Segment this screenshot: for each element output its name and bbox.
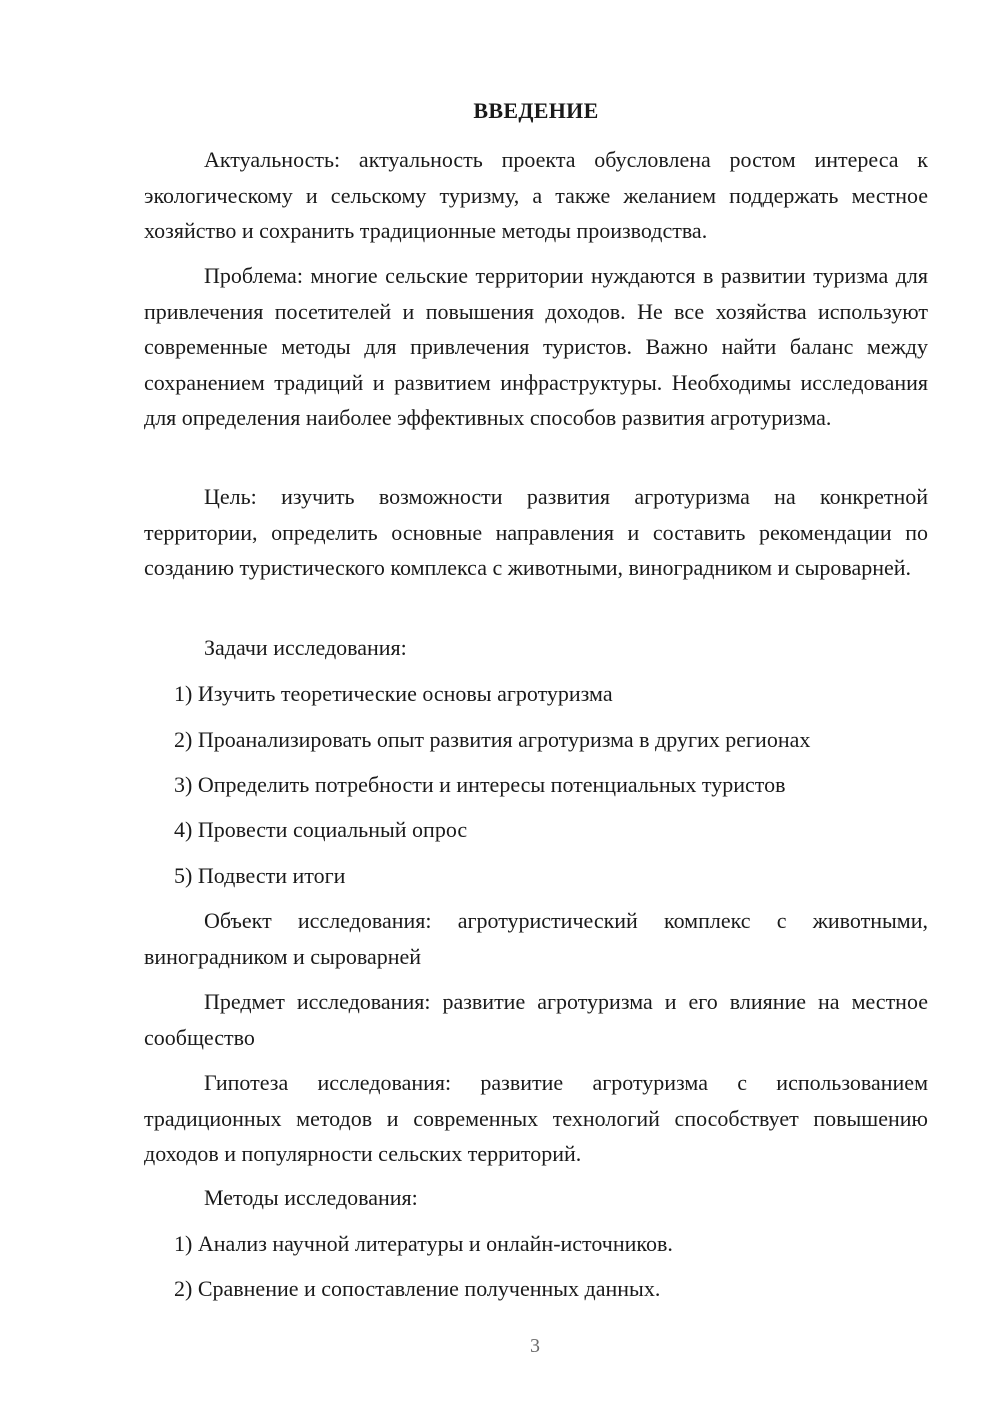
- document-page: [144, 0, 928, 1414]
- page-title: ВВЕДЕНИЕ: [473, 98, 599, 123]
- page-number: 3: [530, 1335, 540, 1357]
- relevance-paragraph: Актуальность: актуальность проекта обусловлена ростом интереса к экологическому и сельскому туризму, а также желанием поддержать местное хозяйство и сохранить традиционные методы производства.: [144, 147, 928, 243]
- task-item-2: 2) Проанализировать опыт развития агротуризма в других регионах: [174, 727, 811, 752]
- problem-paragraph: Проблема: многие сельские территории нуждаются в развитии туризма для привлечения посетителей и повышения доходов. Не все хозяйства используют современные методы для привлечения туристов. Важно найти баланс между сохранением традиций и развитием инфраструктуры. Необходимы исследования для определения наиболее эффективных способов развития агротуризма.: [144, 263, 928, 430]
- goal-paragraph: Цель: изучить возможности развития агротуризма на конкретной территории, определить основные направления и составить рекомендации по созданию туристического комплекса с животными, виноградником и сыроварней.: [144, 484, 928, 580]
- task-item-5: 5) Подвести итоги: [174, 863, 346, 888]
- methods-heading: Методы исследования:: [204, 1185, 418, 1210]
- method-item-2: 2) Сравнение и сопоставление полученных данных.: [174, 1276, 661, 1301]
- subject-paragraph: Предмет исследования: развитие агротуризма и его влияние на местное сообщество: [144, 989, 928, 1050]
- tasks-heading: Задачи исследования:: [204, 635, 407, 660]
- task-item-4: 4) Провести социальный опрос: [174, 817, 468, 842]
- method-item-1: 1) Анализ научной литературы и онлайн-источников.: [174, 1231, 673, 1256]
- hypothesis-paragraph: Гипотеза исследования: развитие агротуризма с использованием традиционных методов и современных технологий способствует повышению доходов и популярности сельских территорий.: [144, 1070, 928, 1166]
- task-item-1: 1) Изучить теоретические основы агротуризма: [174, 681, 613, 706]
- task-item-3: 3) Определить потребности и интересы потенциальных туристов: [174, 772, 786, 797]
- object-paragraph: Объект исследования: агротуристический комплекс с животными, виноградником и сыроварней: [144, 908, 928, 969]
